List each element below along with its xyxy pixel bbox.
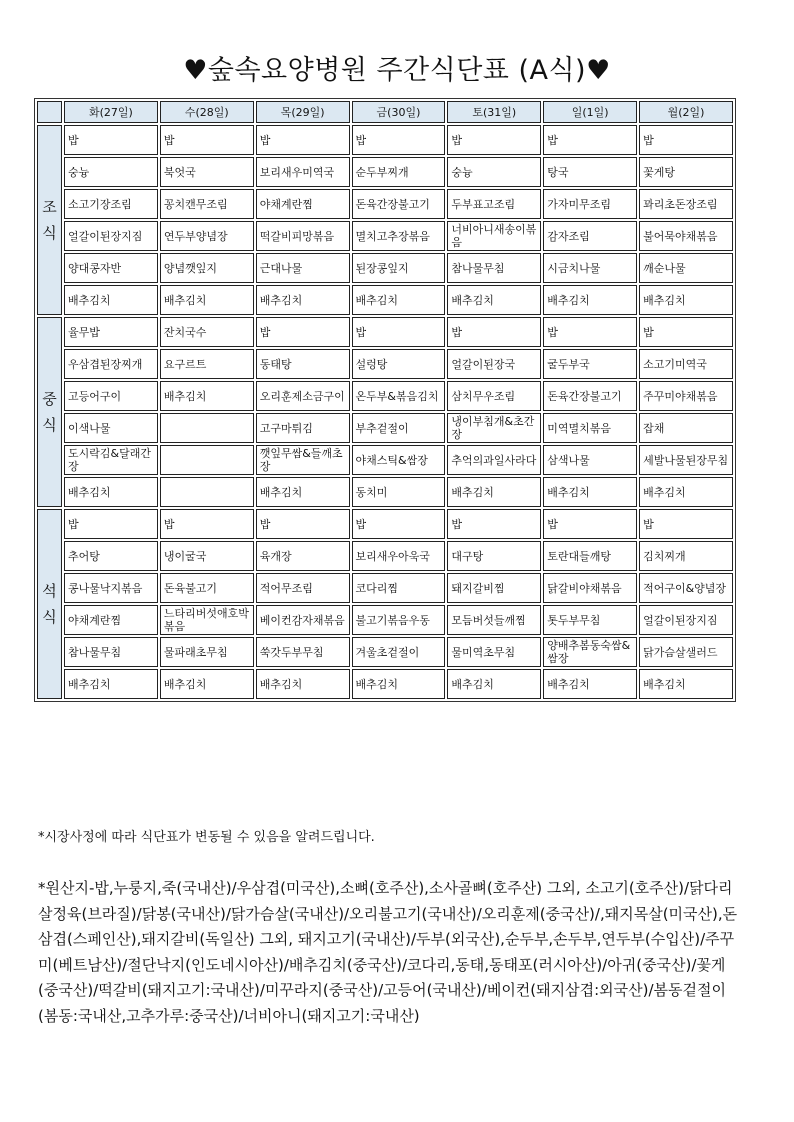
menu-row xyxy=(37,253,733,283)
meal-label xyxy=(37,509,62,699)
menu-cell: 토란대들깨탕 xyxy=(543,541,637,571)
menu-cell: 삼색나물 xyxy=(543,445,637,475)
menu-cell: 삼치무우조림 xyxy=(447,381,541,411)
menu-body xyxy=(37,125,733,699)
corner-cell xyxy=(37,101,62,123)
menu-cell: 온두부&볶음김치 xyxy=(352,381,446,411)
menu-row xyxy=(37,381,733,411)
menu-cell: 밥 xyxy=(160,125,254,155)
menu-cell: 배추김치 xyxy=(256,669,350,699)
menu-row xyxy=(37,125,733,155)
menu-cell: 떡갈비피망볶음 xyxy=(256,221,350,251)
menu-cell: 베이컨감자채볶음 xyxy=(256,605,350,635)
menu-cell: 고등어구이 xyxy=(64,381,158,411)
meal-label-char: 조 xyxy=(42,198,57,216)
menu-cell: 굴두부국 xyxy=(543,349,637,379)
menu-cell: 양념깻잎지 xyxy=(160,253,254,283)
menu-cell: 양대콩자반 xyxy=(64,253,158,283)
menu-cell: 탕국 xyxy=(543,157,637,187)
menu-cell: 얼갈이된장지짐 xyxy=(64,221,158,251)
menu-cell: 돈육간장불고기 xyxy=(352,189,446,219)
menu-row xyxy=(37,349,733,379)
menu-row xyxy=(37,573,733,603)
menu-row xyxy=(37,541,733,571)
menu-cell: 숭늉 xyxy=(64,157,158,187)
menu-cell: 물파래초무침 xyxy=(160,637,254,667)
menu-cell: 밥 xyxy=(639,317,733,347)
menu-cell: 주꾸미야채볶음 xyxy=(639,381,733,411)
menu-cell: 배추김치 xyxy=(160,381,254,411)
menu-cell: 참나물무침 xyxy=(64,637,158,667)
menu-cell: 불어묵야채볶음 xyxy=(639,221,733,251)
menu-row xyxy=(37,157,733,187)
menu-row xyxy=(37,669,733,699)
menu-cell: 불고기볶음우동 xyxy=(352,605,446,635)
menu-cell: 양배추봄동숙쌈&쌈장 xyxy=(543,637,637,667)
menu-cell: 보리새우아욱국 xyxy=(352,541,446,571)
menu-cell: 배추김치 xyxy=(639,477,733,507)
day-header: 목(29일) xyxy=(256,101,350,123)
menu-cell: 밥 xyxy=(543,509,637,539)
menu-cell: 순두부찌개 xyxy=(352,157,446,187)
menu-cell: 이색나물 xyxy=(64,413,158,443)
menu-cell: 쑥갓두부무침 xyxy=(256,637,350,667)
menu-cell: 밥 xyxy=(352,125,446,155)
day-header: 월(2일) xyxy=(639,101,733,123)
menu-cell: 배추김치 xyxy=(352,285,446,315)
menu-cell: 밥 xyxy=(639,125,733,155)
menu-cell: 모듬버섯들깨찜 xyxy=(447,605,541,635)
menu-cell: 고구마튀김 xyxy=(256,413,350,443)
menu-cell: 보리새우미역국 xyxy=(256,157,350,187)
menu-cell: 배추김치 xyxy=(256,477,350,507)
menu-cell: 연두부양념장 xyxy=(160,221,254,251)
menu-cell: 우삼겹된장찌개 xyxy=(64,349,158,379)
menu-cell: 돈육불고기 xyxy=(160,573,254,603)
menu-cell: 소고기미역국 xyxy=(639,349,733,379)
menu-cell xyxy=(160,477,254,507)
menu-cell: 배추김치 xyxy=(639,669,733,699)
menu-cell: 북엇국 xyxy=(160,157,254,187)
page-title: ♥숲속요양병원 주간식단표 (A식)♥ xyxy=(183,55,611,86)
menu-cell: 꽈리초돈장조림 xyxy=(639,189,733,219)
menu-cell: 너비아니새송이볶음 xyxy=(447,221,541,251)
menu-row xyxy=(37,221,733,251)
menu-cell: 밥 xyxy=(543,317,637,347)
menu-cell: 배추김치 xyxy=(64,477,158,507)
menu-row xyxy=(37,605,733,635)
menu-row xyxy=(37,445,733,475)
day-header: 금(30일) xyxy=(352,101,446,123)
menu-cell: 밥 xyxy=(447,509,541,539)
menu-cell: 냉이굴국 xyxy=(160,541,254,571)
menu-cell: 닭가슴살샐러드 xyxy=(639,637,733,667)
menu-cell: 밥 xyxy=(447,317,541,347)
menu-cell: 근대나물 xyxy=(256,253,350,283)
menu-cell: 코다리찜 xyxy=(352,573,446,603)
menu-cell: 꽁치캔무조림 xyxy=(160,189,254,219)
menu-cell: 적어무조림 xyxy=(256,573,350,603)
menu-cell: 돈육간장불고기 xyxy=(543,381,637,411)
menu-cell: 배추김치 xyxy=(352,669,446,699)
menu-cell: 얼갈이된장지짐 xyxy=(639,605,733,635)
menu-cell: 배추김치 xyxy=(256,285,350,315)
menu-cell: 배추김치 xyxy=(639,285,733,315)
menu-cell: 꽃게탕 xyxy=(639,157,733,187)
menu-cell: 야채계란찜 xyxy=(256,189,350,219)
menu-cell: 밥 xyxy=(352,509,446,539)
meal-label-char: 식 xyxy=(42,608,57,626)
menu-row xyxy=(37,509,733,539)
meal-label xyxy=(37,317,62,507)
menu-cell: 깻잎무쌈&들깨초장 xyxy=(256,445,350,475)
menu-row xyxy=(37,317,733,347)
menu-cell: 배추김치 xyxy=(447,669,541,699)
menu-cell: 배추김치 xyxy=(543,285,637,315)
menu-cell: 동치미 xyxy=(352,477,446,507)
menu-cell: 배추김치 xyxy=(64,285,158,315)
menu-cell: 도시락김&달래간장 xyxy=(64,445,158,475)
menu-cell: 배추김치 xyxy=(543,477,637,507)
menu-cell: 대구탕 xyxy=(447,541,541,571)
menu-cell: 동태탕 xyxy=(256,349,350,379)
menu-cell: 추어탕 xyxy=(64,541,158,571)
menu-cell: 물미역초무침 xyxy=(447,637,541,667)
menu-row xyxy=(37,285,733,315)
menu-cell: 밥 xyxy=(256,509,350,539)
day-header-row xyxy=(37,101,733,123)
menu-row xyxy=(37,637,733,667)
meal-label-char: 식 xyxy=(42,416,57,434)
origin-info: *원산지-밥,누룽지,죽(국내산)/우삼겹(미국산),소뼈(호주산),소사골뼈(호주산) 그외, 소고기(호주산)/닭다리살정육(브라질)/닭봉(국내산)/닭가슴살(국내산)/오리불고기(국내산)/오리훈제(중국산)/,돼지목살(미국산),돈삼겹(스페인산),돼지갈비(독일산) 그외, 돼지고기(국내산)/두부(외국산),순두부,손두부,연두부(수입산)/주꾸미(베트남산)/절단낙지(인도네시아산)/배추김치(중국산)/코다리,동태,동태포(러시아산)/아귀(중국산)/꽃게(중국산)/떡갈비(돼지고기:국내산)/미꾸라지(중국산)/고등어(국내산)/베이컨(돼지삼겹:외국산)/봄동겉절이(봄동:국내산,고추가루:중국산)/너비아니(돼지고기:국내산) xyxy=(38,879,738,1025)
menu-cell: 율무밥 xyxy=(64,317,158,347)
menu-cell: 가자미무조림 xyxy=(543,189,637,219)
menu-cell: 적어구이&양념장 xyxy=(639,573,733,603)
menu-cell: 배추김치 xyxy=(160,669,254,699)
menu-cell: 닭갈비야채볶음 xyxy=(543,573,637,603)
menu-row xyxy=(37,477,733,507)
menu-cell: 겨울초겉절이 xyxy=(352,637,446,667)
menu-cell: 설렁탕 xyxy=(352,349,446,379)
menu-cell: 요구르트 xyxy=(160,349,254,379)
menu-cell xyxy=(160,413,254,443)
menu-cell: 냉이부침개&초간장 xyxy=(447,413,541,443)
menu-cell: 배추김치 xyxy=(64,669,158,699)
menu-cell: 참나물무침 xyxy=(447,253,541,283)
menu-cell: 오리훈제소금구이 xyxy=(256,381,350,411)
meal-label-char: 석 xyxy=(42,582,57,600)
day-header: 화(27일) xyxy=(64,101,158,123)
menu-cell: 미역멸치볶음 xyxy=(543,413,637,443)
menu-cell: 배추김치 xyxy=(447,477,541,507)
day-header: 토(31일) xyxy=(447,101,541,123)
menu-cell: 밥 xyxy=(543,125,637,155)
menu-cell: 깨순나물 xyxy=(639,253,733,283)
menu-cell: 밥 xyxy=(639,509,733,539)
meal-label-char: 중 xyxy=(42,390,57,408)
menu-row xyxy=(37,413,733,443)
day-header: 일(1일) xyxy=(543,101,637,123)
menu-cell: 돼지갈비찜 xyxy=(447,573,541,603)
menu-cell: 숭늉 xyxy=(447,157,541,187)
menu-cell: 밥 xyxy=(256,317,350,347)
menu-cell: 시금치나물 xyxy=(543,253,637,283)
menu-cell: 얼갈이된장국 xyxy=(447,349,541,379)
menu-cell: 추억의과일사라다 xyxy=(447,445,541,475)
menu-cell xyxy=(160,445,254,475)
menu-cell: 밥 xyxy=(352,317,446,347)
menu-cell: 감자조림 xyxy=(543,221,637,251)
menu-cell: 배추김치 xyxy=(447,285,541,315)
menu-cell: 밥 xyxy=(64,509,158,539)
menu-cell: 콩나물낙지볶음 xyxy=(64,573,158,603)
menu-cell: 세발나물된장무침 xyxy=(639,445,733,475)
menu-cell: 야채스틱&쌈장 xyxy=(352,445,446,475)
menu-cell: 톳두부무침 xyxy=(543,605,637,635)
menu-cell: 밥 xyxy=(256,125,350,155)
notice-text: *시장사정에 따라 식단표가 변동될 수 있음을 알려드립니다. xyxy=(38,830,375,845)
menu-row xyxy=(37,189,733,219)
menu-cell: 밥 xyxy=(160,509,254,539)
menu-cell: 부추겉절이 xyxy=(352,413,446,443)
day-header: 수(28일) xyxy=(160,101,254,123)
menu-cell: 육개장 xyxy=(256,541,350,571)
weekly-menu-table xyxy=(34,98,736,702)
menu-cell: 느타리버섯애호박볶음 xyxy=(160,605,254,635)
meal-label xyxy=(37,125,62,315)
menu-cell: 잔치국수 xyxy=(160,317,254,347)
menu-cell: 김치찌개 xyxy=(639,541,733,571)
menu-cell: 된장콩잎지 xyxy=(352,253,446,283)
meal-label-char: 식 xyxy=(42,224,57,242)
menu-cell: 멸치고추장볶음 xyxy=(352,221,446,251)
menu-cell: 두부표고조림 xyxy=(447,189,541,219)
menu-cell: 밥 xyxy=(447,125,541,155)
menu-cell: 잡채 xyxy=(639,413,733,443)
menu-cell: 소고기장조림 xyxy=(64,189,158,219)
menu-cell: 배추김치 xyxy=(543,669,637,699)
menu-cell: 배추김치 xyxy=(160,285,254,315)
menu-cell: 밥 xyxy=(64,125,158,155)
menu-cell: 야채계란찜 xyxy=(64,605,158,635)
